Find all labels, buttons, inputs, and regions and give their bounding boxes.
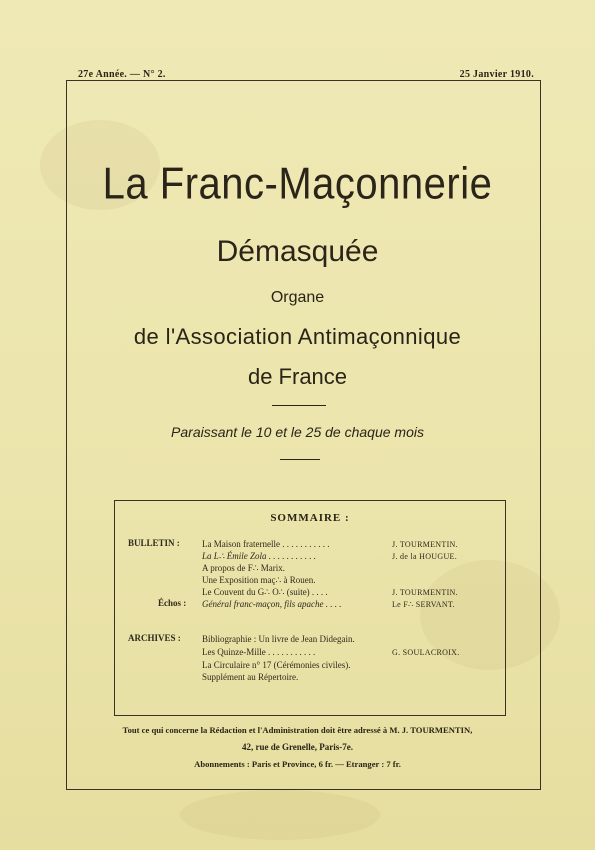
issue-date: 25 Janvier 1910. <box>459 69 534 80</box>
paper-stain <box>180 790 380 840</box>
toc-author: Le F∴ SERVANT. <box>392 600 455 609</box>
toc-item: Supplément au Répertoire. <box>202 672 299 682</box>
association-name: de l'Association Antimaçonnique <box>133 324 462 349</box>
divider <box>272 405 326 406</box>
journal-subtitle: Démasquée <box>216 235 379 268</box>
toc-author: G. SOULACROIX. <box>392 648 460 657</box>
toc-item: La L∴ Émile Zola . . . . . . . . . . . <box>202 551 316 561</box>
divider <box>280 459 320 460</box>
street-address: 42, rue de Grenelle, Paris-7e. <box>241 742 354 752</box>
journal-title: La Franc-Maçonnerie <box>102 159 493 209</box>
toc-item: La Maison fraternelle . . . . . . . . . . . <box>202 539 330 549</box>
section-label-archives: ARCHIVES : <box>128 633 181 643</box>
toc-item: Les Quinze-Mille . . . . . . . . . . . <box>202 647 316 657</box>
toc-item: La Circulaire n° 17 (Cérémonies civiles). <box>202 660 351 670</box>
section-label-bulletin: BULLETIN : <box>128 538 180 548</box>
subscription-prices: Abonnements : Paris et Province, 6 fr. — Etranger : 7 fr. <box>194 759 401 769</box>
toc-item: Une Exposition maç∴ à Rouen. <box>202 575 316 585</box>
toc-author: J. TOURMENTIN. <box>392 588 458 597</box>
toc-author: J. de la HOUGUE. <box>392 552 458 561</box>
section-label-echos: Échos : <box>158 598 187 608</box>
toc-item: Bibliographie : Un livre de Jean Didegain. <box>202 634 355 644</box>
organe-label: Organe <box>270 289 325 306</box>
toc-item: Le Couvent du G∴ O∴ (suite) . . . . <box>202 587 328 597</box>
publication-frequency: Paraissant le 10 et le 25 de chaque mois <box>171 424 424 440</box>
sommaire-heading: SOMMAIRE : <box>270 512 350 524</box>
issue-number: 27e Année. — N° 2. <box>78 69 166 80</box>
toc-item: A propos de F∴ Marix. <box>202 563 285 573</box>
toc-author: J. TOURMENTIN. <box>392 540 458 549</box>
editorial-address: Tout ce qui concerne la Rédaction et l'Administration doit être adressé à M. J. TOURMENTIN, <box>122 725 473 735</box>
toc-item: Général franc-maçon, fils apache . . . . <box>202 599 342 609</box>
association-country: de France <box>247 364 348 389</box>
